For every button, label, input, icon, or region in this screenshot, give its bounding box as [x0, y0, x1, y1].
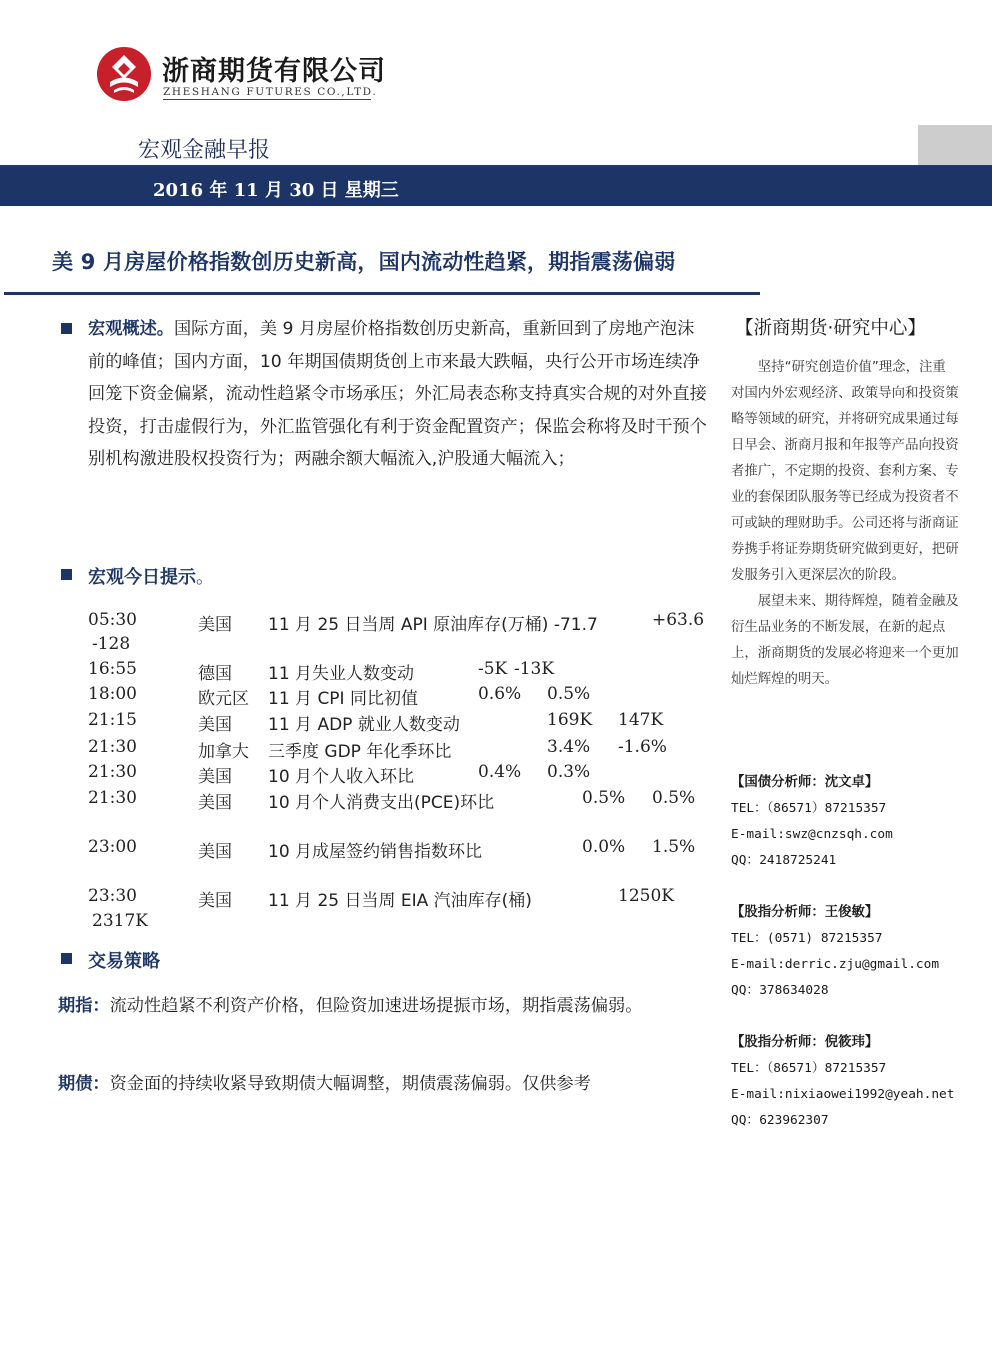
event-region: 美国 [198, 715, 232, 735]
strategy-index-futures [58, 990, 712, 1023]
event-time: 23:00 [88, 837, 137, 857]
event-forecast: 2317K [92, 911, 148, 931]
event-previous: 0.0% [582, 837, 626, 857]
analyst-tel: TEL：(0571) 87215357 [731, 931, 883, 946]
event-previous: 0.5% [582, 788, 626, 808]
event-name: 10 月个人消费支出(PCE)环比 [268, 793, 495, 813]
event-previous: +63.6 [652, 610, 705, 630]
sidebar-intro-paragraph: 展望未来、期待辉煌，随着金融及衍生品业务的不断发展，在新的起点上，浙商期货的发展必将迎来一个更加灿烂辉煌的明天。 [731, 594, 959, 687]
square-bullet-icon [61, 953, 72, 964]
date-bar [0, 167, 992, 206]
event-previous: 3.4% [547, 737, 591, 757]
event-time: 23:30 [88, 886, 137, 906]
event-region: 美国 [198, 615, 232, 635]
today-tips-title [88, 563, 214, 589]
analyst-title: 【股指分析师：倪筱玮】 [731, 1035, 879, 1050]
event-previous: 1250K [618, 886, 674, 906]
event-region: 加拿大 [198, 742, 249, 762]
event-forecast: -1.6% [618, 737, 667, 757]
index-futures-label: 期指： [58, 996, 110, 1016]
event-forecast: -128 [92, 634, 131, 654]
sidebar-title: 【浙商期货·研究中心】 [735, 318, 926, 339]
company-name-underline [163, 99, 371, 100]
event-name: 三季度 GDP 年化季环比 [268, 742, 452, 762]
event-region: 欧元区 [198, 689, 249, 709]
company-logo-icon [96, 46, 152, 102]
event-time: 21:30 [88, 762, 137, 782]
event-forecast: 147K [618, 710, 664, 730]
event-forecast: 0.5% [547, 684, 591, 704]
analyst-tel: TEL：（86571）87215357 [731, 1061, 887, 1076]
analyst-email[interactable]: E-mail:nixiaowei1992@yeah.net [731, 1087, 955, 1102]
event-region: 美国 [198, 793, 232, 813]
event-forecast: -13K [514, 659, 555, 679]
square-bullet-icon [61, 323, 72, 334]
event-previous: 169K [547, 710, 593, 730]
analyst-card [731, 900, 939, 1004]
company-name-en: ZHESHANG FUTURES CO.,LTD. [163, 86, 378, 98]
analyst-email[interactable]: E-mail:swz@cnzsqh.com [731, 827, 893, 842]
event-forecast: 0.3% [547, 762, 591, 782]
event-previous: 0.6% [478, 684, 522, 704]
event-name: 11 月失业人数变动 [268, 664, 415, 684]
event-name: 11 月 CPI 同比初值 [268, 689, 418, 709]
analyst-card [731, 1030, 954, 1134]
event-forecast: 0.5% [652, 788, 696, 808]
report-date: 2016 年 11 月 30 日 星期三 [153, 180, 399, 201]
sidebar-intro [731, 355, 959, 693]
today-tips-title-text: 宏观今日提示 [88, 567, 196, 588]
event-name: 10 月成屋签约销售指数环比 [268, 842, 483, 862]
headline: 美 9 月房屋价格指数创历史新高，国内流动性趋紧，期指震荡偏弱 [52, 250, 676, 274]
analyst-title: 【股指分析师：王俊敏】 [731, 905, 879, 920]
event-region: 美国 [198, 842, 232, 862]
event-name: 11 月 25 日当周 EIA 汽油库存(桶) [268, 891, 532, 911]
sidebar-intro-paragraph: 坚持“研究创造价值”理念，注重对国内外宏观经济、政策导向和投资策略等领域的研究，并将研究成果通过每日早会、浙商月报和年报等产品向投资者推广，不定期的投资、套利方案、专业的套保团队服务等已经成为投资者不可或缺的理财助手。公司还将与浙商证券携手将证券期货研究做到更好，把研发服务引入更深层次的阶段。 [731, 360, 959, 583]
event-name: 11 月 25 日当周 API 原油库存(万桶) -71.7 [268, 615, 598, 635]
header-gray-block [918, 125, 992, 166]
event-time: 21:30 [88, 737, 137, 757]
analyst-title: 【国债分析师：沈文卓】 [731, 775, 879, 790]
event-region: 美国 [198, 891, 232, 911]
macro-overview-text: 国际方面，美 9 月房屋价格指数创历史新高，重新回到了房地产泡沫前的峰值；国内方面，10 年期国债期货创上市来最大跌幅，央行公开市场连续净回笼下资金偏紧，流动性趋紧令市场承压；外汇局表态称支持真实合规的对外直接投资，打击虚假行为，外汇监管强化有利于资金配置资产；保监会称将及时干预个别机构激进股权投资行为；两融余额大幅流入,沪股通大幅流入； [88, 319, 707, 469]
strategy-title: 交易策略 [88, 951, 160, 972]
event-time: 21:30 [88, 788, 137, 808]
report-type: 宏观金融早报 [138, 138, 271, 163]
event-time: 21:15 [88, 710, 137, 730]
event-time: 18:00 [88, 684, 137, 704]
bond-futures-text: 资金面的持续收紧导致期债大幅调整，期债震荡偏弱。仅供参考 [109, 1074, 591, 1094]
analyst-qq: QQ：378634028 [731, 983, 829, 998]
event-name: 10 月个人收入环比 [268, 767, 415, 787]
macro-overview-lead: 宏观概述。 [88, 319, 174, 339]
bond-futures-label: 期债： [58, 1074, 110, 1094]
event-time: 16:55 [88, 659, 137, 679]
analyst-qq: QQ：2418725241 [731, 853, 837, 868]
headline-rule [4, 292, 760, 295]
analyst-card [731, 770, 893, 874]
event-forecast: 1.5% [652, 837, 696, 857]
macro-overview [88, 313, 710, 476]
event-previous: -5K [478, 659, 508, 679]
event-time: 05:30 [88, 610, 137, 630]
index-futures-text: 流动性趋紧不利资产价格，但险资加速进场提振市场，期指震荡偏弱。 [109, 996, 643, 1016]
analyst-qq: QQ：623962307 [731, 1113, 829, 1128]
strategy-bond-futures [58, 1068, 712, 1101]
event-region: 德国 [198, 664, 232, 684]
event-region: 美国 [198, 767, 232, 787]
today-tips-title-tail: 。 [196, 567, 214, 588]
analyst-tel: TEL：（86571）87215357 [731, 801, 887, 816]
event-name: 11 月 ADP 就业人数变动 [268, 715, 460, 735]
analyst-email[interactable]: E-mail:derric.zju@gmail.com [731, 957, 940, 972]
company-name-cn: 浙商期货有限公司 [162, 56, 386, 87]
event-previous: 0.4% [478, 762, 522, 782]
square-bullet-icon [61, 569, 72, 580]
